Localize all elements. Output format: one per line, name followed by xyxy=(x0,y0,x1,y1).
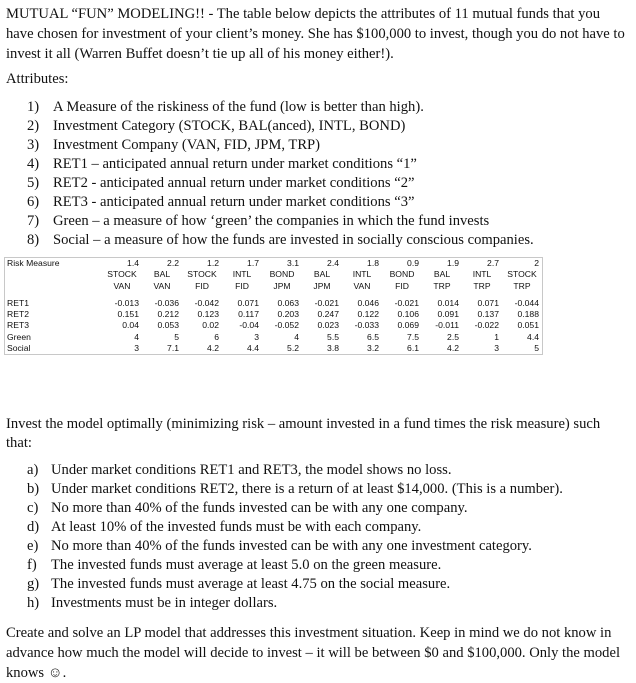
risk-row xyxy=(5,258,543,270)
row-label: RET1 xyxy=(7,297,29,308)
table-cell: 4 xyxy=(134,331,139,342)
table-cell: BOND xyxy=(389,269,415,280)
table-cell: FID xyxy=(235,280,249,291)
table-cell: 0.046 xyxy=(357,297,379,308)
table-cell: -0.021 xyxy=(314,297,339,308)
table-cell: 4.2 xyxy=(207,343,219,354)
attribute-text: RET3 - anticipated annual return under market conditions “3” xyxy=(53,194,415,210)
table-cell: 0.151 xyxy=(117,309,139,320)
attribute-item xyxy=(27,155,534,174)
row-label: RET2 xyxy=(7,309,29,320)
table-cell: 0.122 xyxy=(357,309,379,320)
table-cell: 0.137 xyxy=(477,309,499,320)
table-cell: INTL xyxy=(352,269,372,280)
table-cell: 3 xyxy=(134,343,139,354)
constraint-text: No more than 40% of the funds invested can be with any one company. xyxy=(51,500,468,516)
table-cell: 1 xyxy=(494,331,499,342)
table-cell: VAN xyxy=(113,280,131,291)
table-cell: 0.051 xyxy=(517,320,539,331)
constraint-letter: e) xyxy=(27,538,39,554)
attribute-number: 1) xyxy=(27,99,40,115)
table-cell: 0.203 xyxy=(277,309,299,320)
table-cell: 3 xyxy=(494,343,499,354)
table-cell: -0.011 xyxy=(435,320,459,331)
table-cell: -0.033 xyxy=(354,320,379,331)
attribute-number: 8) xyxy=(27,232,40,248)
table-cell: 0.069 xyxy=(397,320,419,331)
attribute-number: 6) xyxy=(27,194,40,210)
constraint-item xyxy=(27,556,563,575)
table-cell: 5 xyxy=(174,331,179,342)
table-cell: 0.106 xyxy=(397,309,419,320)
table-cell: 1.9 xyxy=(447,258,459,268)
constraint-letter: d) xyxy=(27,519,40,535)
ret2-row xyxy=(5,309,543,320)
ret3-row xyxy=(5,320,543,331)
table-cell: 0.188 xyxy=(517,309,539,320)
table-cell: -0.042 xyxy=(194,297,219,308)
table-cell: 5.2 xyxy=(287,343,299,354)
table-cell: VAN xyxy=(153,280,171,291)
table-cell: 0.117 xyxy=(238,309,259,320)
attribute-item xyxy=(27,212,534,231)
table-cell: 3.2 xyxy=(367,343,379,354)
constraint-text: The invested funds must average at least 5.0 on the green measure. xyxy=(51,557,442,573)
table-cell: 7.5 xyxy=(407,331,419,342)
table-cell: 0.04 xyxy=(122,320,139,331)
table-cell: 0.063 xyxy=(277,297,299,308)
constraint-item xyxy=(27,575,563,594)
table-cell: 1.8 xyxy=(367,258,379,268)
attribute-item xyxy=(27,174,534,193)
table-cell: 1.4 xyxy=(127,258,139,268)
attributes-list xyxy=(27,98,534,250)
table-cell: 6.5 xyxy=(367,331,379,342)
constraint-item xyxy=(27,480,563,499)
social-row xyxy=(5,343,543,355)
table-cell: 4 xyxy=(294,331,299,342)
attribute-text: Investment Company (VAN, FID, JPM, TRP) xyxy=(53,137,321,153)
table-cell: 0.053 xyxy=(157,320,179,331)
attribute-item xyxy=(27,117,534,136)
table-cell: 4.4 xyxy=(527,331,539,342)
table-cell: TRP xyxy=(473,280,491,291)
table-cell: 4.2 xyxy=(447,343,459,354)
row-label xyxy=(5,281,103,292)
constraint-text: Under market conditions RET1 and RET3, the model shows no loss. xyxy=(51,462,452,478)
constraints-list xyxy=(27,461,563,613)
table-cell: STOCK xyxy=(507,269,537,280)
table-cell: INTL xyxy=(232,269,252,280)
attribute-text: Social – a measure of how the funds are invested in socially conscious companies. xyxy=(53,232,534,248)
table-cell: -0.04 xyxy=(239,320,259,331)
attribute-text: A Measure of the riskiness of the fund (low is better than high). xyxy=(53,99,424,115)
table-cell: 0.02 xyxy=(202,320,219,331)
table-cell: 2.5 xyxy=(447,331,459,342)
table-cell: 0.123 xyxy=(197,309,219,320)
attribute-item xyxy=(27,136,534,155)
row-label: RET3 xyxy=(7,320,29,331)
table-cell: 0.091 xyxy=(437,309,459,320)
table-cell: 7.1 xyxy=(167,343,179,354)
table-cell: TRP xyxy=(433,280,451,291)
constraint-item xyxy=(27,518,563,537)
intro-paragraph: MUTUAL “FUN” MODELING!! - The table below depicts the attributes of 11 mutual funds that you have chosen for investment of your client’s money. She has $100,000 to invest, though you do not have to invest it all (Warren Buffet doesn’t tie up all of his money either!). xyxy=(6,6,625,62)
table-cell: BAL xyxy=(153,269,171,280)
table-cell: 2.7 xyxy=(487,258,499,268)
constraint-letter: b) xyxy=(27,481,40,497)
table-cell: 3.8 xyxy=(327,343,339,354)
row-label: Risk Measure xyxy=(7,258,60,268)
attributes-heading: Attributes: xyxy=(6,71,69,87)
table-cell: 5 xyxy=(534,343,539,354)
constraint-letter: c) xyxy=(27,500,39,516)
table-cell: JPM xyxy=(313,280,331,291)
constraint-letter: f) xyxy=(27,557,37,573)
table-cell: BOND xyxy=(269,269,295,280)
row-label: Social xyxy=(7,343,31,354)
constraint-letter: a) xyxy=(27,462,39,478)
table-cell: -0.013 xyxy=(114,297,139,308)
row-label xyxy=(5,269,103,280)
table-cell: -0.044 xyxy=(514,297,539,308)
table-cell: INTL xyxy=(472,269,492,280)
table-cell: 2.2 xyxy=(167,258,179,268)
table-cell: -0.021 xyxy=(394,297,419,308)
table-cell: -0.052 xyxy=(274,320,299,331)
constraint-text: At least 10% of the invested funds must be with each company. xyxy=(51,519,422,535)
invest-instructions: Invest the model optimally (minimizing risk – amount invested in a fund times the risk measure) such that: xyxy=(6,416,601,451)
ret1-row xyxy=(5,298,543,309)
attribute-number: 5) xyxy=(27,175,40,191)
constraint-letter: h) xyxy=(27,595,40,611)
attribute-number: 3) xyxy=(27,137,40,153)
table-cell: 0.9 xyxy=(407,258,419,268)
constraint-text: Investments must be in integer dollars. xyxy=(51,595,278,611)
table-cell: 0.014 xyxy=(437,297,459,308)
table-cell: JPM xyxy=(273,280,291,291)
attribute-number: 7) xyxy=(27,213,40,229)
attribute-item xyxy=(27,193,534,212)
table-cell: STOCK xyxy=(187,269,217,280)
table-cell: 6.1 xyxy=(407,343,419,354)
table-cell: 4.4 xyxy=(247,343,259,354)
table-cell: 1.2 xyxy=(207,258,219,268)
attribute-item xyxy=(27,98,534,117)
fund-table xyxy=(4,257,543,355)
constraint-letter: g) xyxy=(27,576,40,592)
constraint-item xyxy=(27,594,563,613)
table-cell: 3 xyxy=(254,331,259,342)
table-cell: 6 xyxy=(214,331,219,342)
table-cell: 0.023 xyxy=(317,320,339,331)
attribute-number: 2) xyxy=(27,118,40,134)
green-row xyxy=(5,332,543,343)
table-cell: -0.036 xyxy=(154,297,179,308)
attribute-text: Green – a measure of how ‘green’ the companies in which the fund invests xyxy=(53,213,490,229)
constraint-item xyxy=(27,499,563,518)
table-cell: TRP xyxy=(513,280,531,291)
table-cell: 0.071 xyxy=(477,297,499,308)
table-cell: 0.071 xyxy=(237,297,259,308)
table-cell: FID xyxy=(195,280,209,291)
table-cell: 0.212 xyxy=(157,309,179,320)
constraint-text: The invested funds must average at least 4.75 on the social measure. xyxy=(51,576,451,592)
company-row xyxy=(5,281,543,292)
attribute-item xyxy=(27,231,534,250)
table-cell: 2.4 xyxy=(327,258,339,268)
attribute-text: RET1 – anticipated annual return under market conditions “1” xyxy=(53,156,417,172)
category-row xyxy=(5,269,543,280)
attribute-text: Investment Category (STOCK, BAL(anced), INTL, BOND) xyxy=(53,118,406,134)
table-cell: FID xyxy=(395,280,409,291)
closing-paragraph: Create and solve an LP model that addresses this investment situation. Keep in mind we do not know in advance how much the model will decide to invest – it will be between $0 and $100,000. Only the model knows ☺. xyxy=(6,625,621,681)
attribute-number: 4) xyxy=(27,156,40,172)
constraint-text: Under market conditions RET2, there is a return of at least $14,000. (This is a number). xyxy=(51,481,563,497)
table-cell: 3.1 xyxy=(287,258,299,268)
table-cell: BAL xyxy=(313,269,331,280)
constraint-text: No more than 40% of the funds invested can be with any one investment category. xyxy=(51,538,532,554)
table-cell: 1.7 xyxy=(247,258,259,268)
table-cell: -0.022 xyxy=(474,320,499,331)
constraint-item xyxy=(27,461,563,480)
table-cell: 2 xyxy=(534,258,539,268)
table-cell: STOCK xyxy=(107,269,137,280)
attribute-text: RET2 - anticipated annual return under market conditions “2” xyxy=(53,175,415,191)
table-cell: VAN xyxy=(353,280,371,291)
row-label: Green xyxy=(7,331,31,342)
table-cell: BAL xyxy=(433,269,451,280)
constraint-item xyxy=(27,537,563,556)
table-cell: 5.5 xyxy=(327,331,339,342)
table-cell: 0.247 xyxy=(317,309,339,320)
